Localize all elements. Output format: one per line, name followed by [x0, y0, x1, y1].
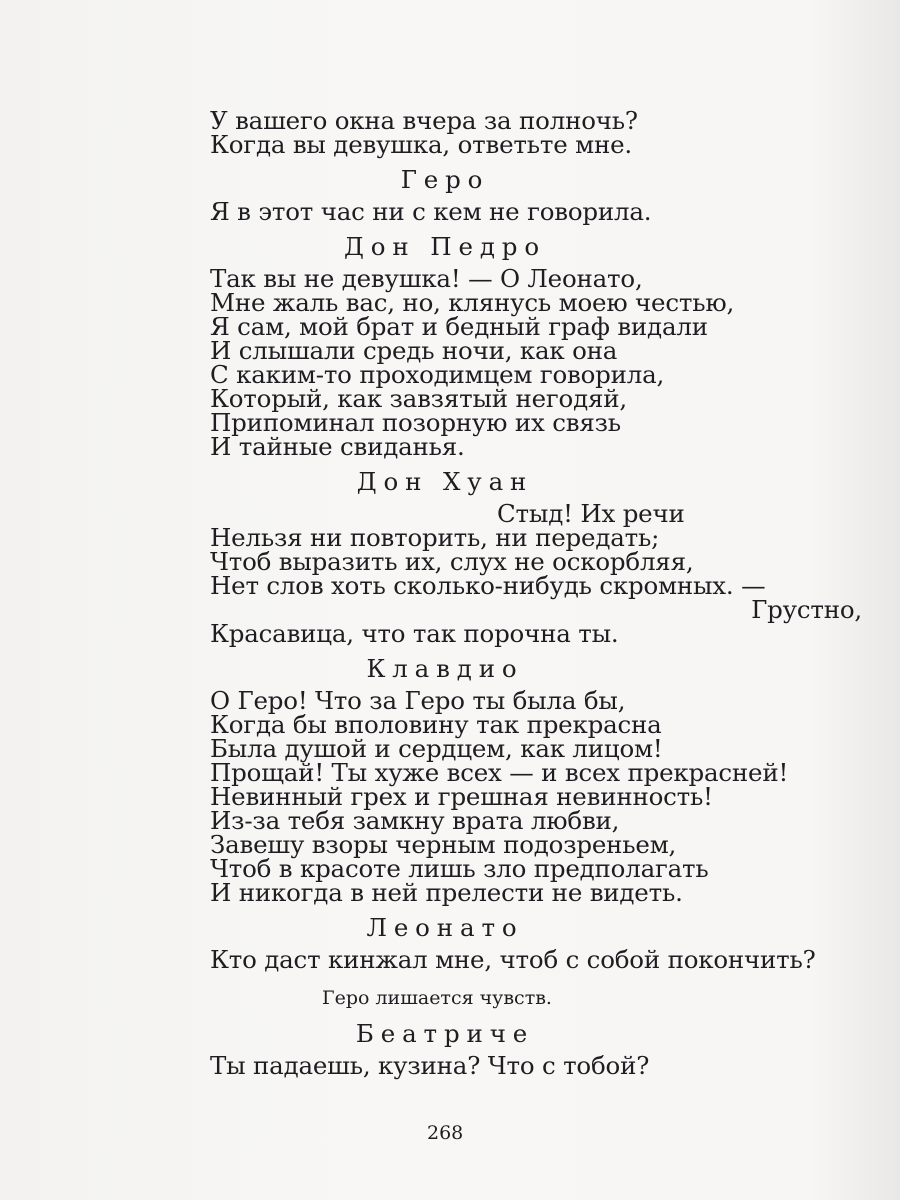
verse-line: Мне жаль вас, но, клянусь моею честью,: [210, 288, 735, 317]
speaker-name: Клавдио: [366, 654, 524, 683]
verse-line: Прощай! Ты хуже всех — и всех прекрасней!: [210, 758, 789, 787]
verse-line: Чтоб выразить их, слух не оскорбляя,: [210, 547, 694, 576]
verse-line: Красавица, что так порочна ты.: [210, 619, 619, 648]
speaker-name: Беатриче: [355, 1019, 535, 1048]
verse-line: И тайные свиданья.: [210, 432, 465, 461]
verse-line: О Геро! Что за Геро ты была бы,: [210, 686, 626, 715]
verse-line: Который, как завзятый негодяй,: [210, 384, 627, 413]
verse-line: И никогда в ней прелести не видеть.: [210, 878, 683, 907]
page-number: 268: [427, 1122, 464, 1144]
speaker-name: Дон Хуан: [356, 467, 534, 496]
verse-line: Завешу взоры черным подозреньем,: [210, 830, 677, 859]
play-text: [210, 106, 870, 1080]
verse-line: Нет слов хоть сколько-нибудь скромных. —: [210, 571, 766, 600]
verse-line: Нельзя ни повторить, ни передать;: [210, 523, 660, 552]
verse-line: Была душой и сердцем, как лицом!: [210, 734, 663, 763]
verse-line-right: Грустно,: [751, 595, 862, 624]
verse-line-continuation: Стыд! Их речи: [497, 499, 685, 528]
speaker-name: Дон Педро: [344, 232, 546, 261]
verse-line: И слышали средь ночи, как она: [210, 336, 618, 365]
verse-line: Из-за тебя замкну врата любви,: [210, 806, 620, 835]
verse-line: Кто даст кинжал мне, чтоб с собой покончить?: [210, 945, 816, 974]
verse-line: Я сам, мой брат и бедный граф видали: [210, 312, 708, 341]
verse-line: Ты падаешь, кузина? Что с тобой?: [210, 1051, 650, 1080]
verse-line: Я в этот час ни с кем не говорила.: [210, 197, 652, 226]
stage-direction: Геро лишается чувств.: [322, 987, 552, 1009]
verse-line: Чтоб в красоте лишь зло предполагать: [210, 854, 709, 883]
verse-line: У вашего окна вчера за полночь?: [210, 106, 638, 135]
speaker-name: Геро: [400, 165, 490, 194]
verse-line: Невинный грех и грешная невинность!: [210, 782, 713, 811]
speaker-name: Леонато: [366, 913, 524, 942]
verse-line: Так вы не девушка! — О Леонато,: [210, 264, 643, 293]
verse-line: Припоминал позорную их связь: [210, 408, 621, 437]
verse-line: С каким-то проходимцем говорила,: [210, 360, 665, 389]
verse-line: Когда вы девушка, ответьте мне.: [210, 130, 632, 159]
verse-line: Когда бы вполовину так прекрасна: [210, 710, 662, 739]
